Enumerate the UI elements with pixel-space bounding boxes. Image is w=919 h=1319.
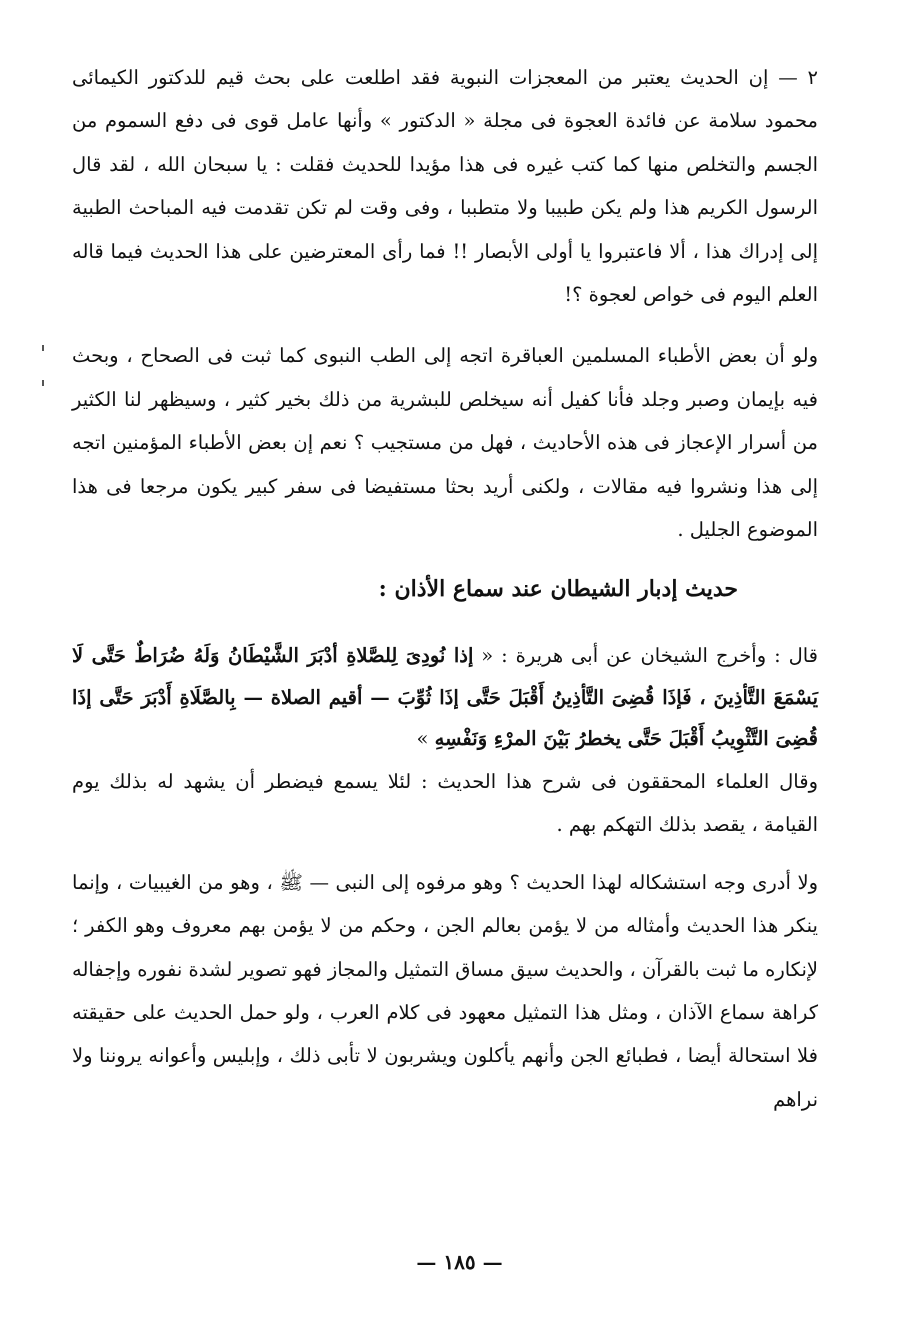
section-heading: حديث إدبار الشيطان عند سماع الأذان :	[378, 576, 738, 603]
hadith-intro: قال : وأخرج الشيخان عن أبى هريرة : «	[473, 644, 818, 668]
margin-mark	[42, 380, 44, 386]
paragraph-jinn-discussion: ولا أدرى وجه استشكاله لهذا الحديث ؟ وهو مرفوه إلى النبى — ﷺ ، وهو من الغيبيات ، وإنما ينكر هذا الحديث وأمثاله من لا يؤمن بعالم الجن ، وحكم من لا يؤمن بهم معروف وهو الكفر ؛ لإنكاره ما ثبت بالقرآن ، والحديث سيق مساق التمثيل والمجاز فهو تصوير لشدة نفوره وإجفاله كراهة سماع الآذان ، ومثل هذا التمثيل معهود فى كلام العرب ، ولو حمل الحديث على حقيقته فلا استحالة أيضا ، فطبائع الجن وأنهم يأكلون ويشربون لا تأبى ذلك ، وإبليس وأعوانه يروننا ولا نراهم	[72, 870, 818, 1111]
hadith-close: »	[416, 727, 435, 751]
hadith-quote	[72, 635, 818, 760]
paragraph-ajwa: ٢ — إن الحديث يعتبر من المعجزات النبوية فقد اطلعت على بحث قيم للدكتور الكيمائى محمود سلامة عن فائدة العجوة فى مجلة « الدكتور » وأنها عامل قوى فى دفع السموم من الجسم والتخلص منها كما كتب غيره فى هذا مؤيدا للحديث فقلت : يا سبحان الله ، لقد قال الرسول الكريم هذا ولم يكن طبيبا ولا متطببا ، وفى وقت لم تكن تقدمت فيه المباحث الطبية إلى إدراك هذا ، ألا فاعتبروا يا أولى الأبصار !! فما رأى المعترضين على هذا الحديث فيما قاله العلم اليوم فى خواص لعجوة ؟!	[72, 66, 818, 307]
page-body	[72, 56, 818, 1121]
paragraph-prophetic-medicine: ولو أن بعض الأطباء المسلمين العباقرة اتجه إلى الطب النبوى كما ثبت فى الصحاح ، وبحث فيه بإيمان وصبر وجلد فأنا كفيل أنه سيخلص للبشرية من ذلك بخير كثير ، وسيظهر لنا الكثير من أسرار الإعجاز فى هذه الأحاديث ، فهل من مستجيب ؟ نعم إن بعض الأطباء المؤمنين اتجه إلى هذا ونشروا فيه مقالات ، ولكنى أريد بحثا مستفيضا فى سفر كبير يكون مرجعا فى هذا الموضوع الجليل .	[72, 344, 818, 542]
page-number: — ١٨٥ —	[416, 1250, 503, 1274]
paragraph-scholars-commentary: وقال العلماء المحققون فى شرح هذا الحديث : لئلا يسمع فيضطر أن يشهد له بذلك يوم القيامة ، يقصد بذلك التهكم بهم .	[72, 769, 818, 837]
margin-mark	[42, 345, 44, 351]
hadith-text: إذا نُودِىَ لِلصَّلاةِ أدْبَرَ الشَّيْطَانُ وَلَهُ ضُرَاطٌ حَتَّى لَا يَسْمَعَ التَّأذِينَ ، فَإذَا قُضِىَ التَّأذِينُ أَقْبَلَ حَتَّى إذَا ثُوِّبَ — أقيم الصلاة — بِالصَّلَاةِ أَدْبَرَ حَتَّى إذَا قُضِىَ التَّثْوِيبُ أَقْبَلَ حَتَّى يخطرُ بَيْنَ المرْءِ وَنَفْسِهِ	[72, 644, 818, 751]
